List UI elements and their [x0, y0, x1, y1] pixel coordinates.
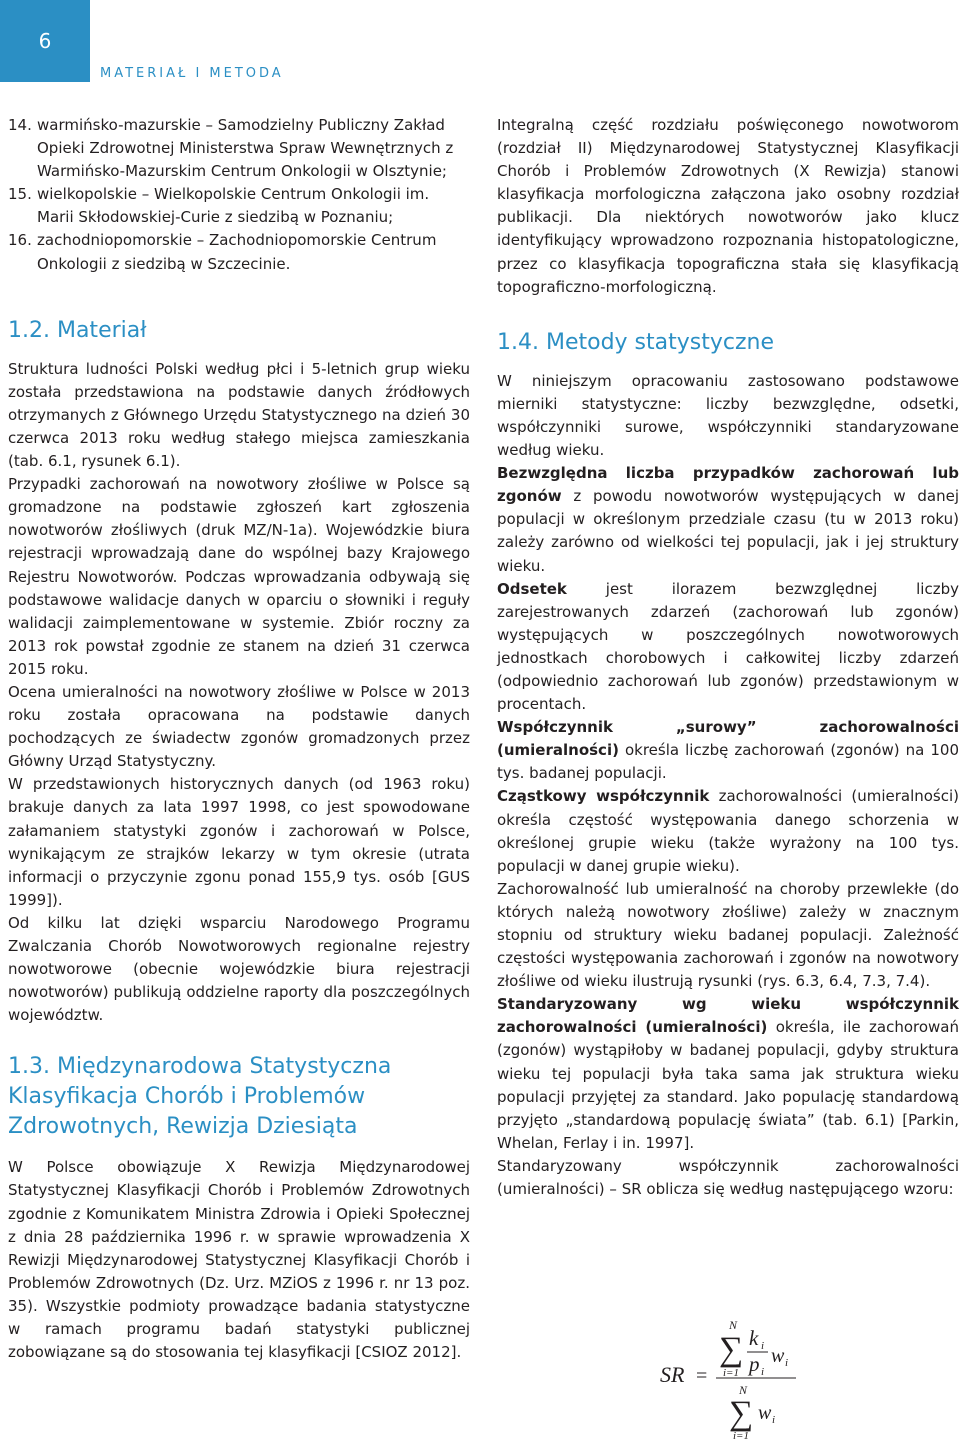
paragraph: Odsetek jest ilorazem bezwzględnej liczby zarejestrowanych zdarzeń (zachorowań lub zgonów) występujących w poszczególnych nowotworowych jednostkach chorobowych i całkowitej liczby zdarzeń (odpowiednio zachorowań lub zgonów) przedstawionym w procentach. — [497, 579, 959, 714]
formula-k-index: i — [761, 1340, 765, 1352]
paragraph: Integralną część rozdziału poświęconego nowotworom (rozdział II) Międzynarodowej Statystycznej Klasyfikacji Chorób i Problemów Zdrowotnych (X Rewizja) stanowi klasyfikacja morfologiczna załączona jako osobny rozdział publikacji. Dla niektórych nowotworów jako klucz identyfikujący wprowadzono rozpoznania histopatologiczne, przez co klasyfikacja topograficzna stała się klasyfikacją topograficzno-morfologiczną. — [497, 116, 959, 296]
list-item: 14. warmińsko-mazurskie – Samodzielny Publiczny Zakład Opieki Zdrowotnej Ministerstwa Spraw Wewnętrznych z Warmińsko-Mazurskim Centrum Onkologii w Olsztynie; — [8, 116, 454, 181]
section-heading-material: 1.2. Materiał — [8, 317, 147, 343]
sr-formula — [660, 1315, 810, 1441]
paragraph: W przedstawionych historycznych danych (od 1963 roku) brakuje danych za lata 1997 1998, co jest spowodowane załamaniem statystyki zgonów i zachorowań w Polsce, wynikającym ze strajków lekarzy w tym okresie (utrata informacji o przyczynie zgonu ponad 155,9 tys. osób [GUS 1999]). — [8, 775, 470, 909]
paragraph: Bezwzględna liczba przypadków zachorowań lub zgonów z powodu nowotworów występujących w danej populacji w określonym przedziale czasu (tu w 2013 roku) zależy zarówno od wielkości tej populacji, jak i jej struktury wieku. — [497, 464, 959, 575]
paragraph: W Polsce obowiązuje X Rewizja Międzynarodowej Statystycznej Klasyfikacji Chorób i Problemów Zdrowotnych zgodnie z Komunikatem Ministra Zdrowia i Opieki Społecznej z dnia 28 października 1996 r. w sprawie wprowadzenia X Rewizji Międzynarodowej Statystycznej Klasyfikacji Chorób i Problemów Zdrowotnych (Dz. Urz. MZiOS z 1996 r. nr 13 poz. 35). Wszystkie podmioty prowadzące badania statystyczne w ramach programu badań statystyki publicznej zobowiązane są do stosowania tej klasyfikacji [CSIOZ 2012]. — [8, 1158, 470, 1362]
formula-w: w — [758, 1402, 772, 1424]
section-heading-icd10: 1.3. Międzynarodowa Statystyczna Klasyfikacja Chorób i Problemów Zdrowotnych, Rewizja Dziesiąta — [8, 1054, 392, 1140]
formula-lower-limit: i=1 — [733, 1430, 749, 1441]
list-item: 15. wielkopolskie – Wielkopolskie Centrum Onkologii im. Marii Skłodowskiej-Curie z siedzibą w Poznaniu; — [8, 185, 430, 227]
page-number: 6 — [38, 29, 52, 53]
paragraph: Struktura ludności Polski według płci i 5-letnich grup wieku została przedstawiona na podstawie danych źródłowych otrzymanych z Głównego Urzędu Statystycznego na dzień 30 czerwca 2013 roku według stałego miejsca zamieszkania (tab. 6.1, rysunek 6.1). — [8, 359, 470, 471]
formula-w-index: i — [772, 1414, 776, 1426]
oncology-centres-list — [8, 114, 470, 276]
paragraph: Ocena umieralności na nowotwory złośliwe w Polsce w 2013 roku została opracowana na podstawie danych pochodzących ze świadectw zgonów gromadzonych przez Główny Urząd Statystyczny. — [8, 682, 470, 771]
formula-lhs: SR — [660, 1362, 685, 1387]
list-item: 16. zachodniopomorskie – Zachodniopomorskie Centrum Onkologii z siedzibą w Szczecinie. — [8, 231, 437, 273]
formula-p: p — [749, 1352, 760, 1376]
formula-sum-sign: ∑ — [729, 1395, 754, 1432]
running-title: MATERIAŁ I METODA — [100, 66, 284, 81]
left-column — [8, 114, 470, 1364]
formula-k: k — [749, 1326, 759, 1350]
paragraph: Przypadki zachorowań na nowotwory złośliwe w Polsce są gromadzone na podstawie zgłoszeń kart zgłoszenia nowotworów złośliwych (druk MZ/N-1a). Wojewódzkie biura rejestracji wprowadzają dane do wspólnej bazy Krajowego Rejestru Nowotworów. Podczas wprowadzania odbywają się podstawowe walidacje danych w oparciu o słowniki i reguły walidacji zaimplementowane w systemie. Zbiór roczny za 2013 rok powstał zgodnie ze stanem na dzień 31 czerwca 2015 roku. — [8, 475, 470, 678]
paragraph: W niniejszym opracowaniu zastosowano podstawowe mierniki statystyczne: liczby bezwzględne, odsetki, współczynniki surowe, współczynniki standaryzowane według wieku. — [497, 371, 959, 460]
formula-p-index: i — [761, 1366, 765, 1378]
formula-w: w — [771, 1345, 785, 1367]
section-heading-methods: 1.4. Metody statystyczne — [497, 329, 774, 355]
paragraph: Od kilku lat dzięki wsparciu Narodowego Programu Zwalczania Chorób Nowotworowych regionalne rejestry nowotworowe (obecnie wojewódzkie biura rejestracji nowotworów) publikują oddzielne raporty dla poszczególnych województw. — [8, 913, 470, 1025]
paragraph: Zachorowalność lub umieralność na choroby przewlekłe (do których należą nowotwory złośliwe) zależy w znacznym stopniu od struktury wieku badanej populacji. Zależność częstości występowania zachorowań i zgonów na nowotwory złośliwe od wieku ilustrują rysunki (rys. 6.3, 6.4, 7.3, 7.4). — [497, 879, 959, 991]
page-number-tab — [0, 0, 90, 82]
paragraph: Współczynnik „surowy” zachorowalności (umieralności) określa liczbę zachorowań (zgonów) na 100 tys. badanej populacji. — [497, 718, 959, 783]
formula-lower-limit: i=1 — [723, 1367, 739, 1379]
paragraph: Standaryzowany wg wieku współczynnik zachorowalności (umieralności) określa, ile zachorowań (zgonów) wystąpiłoby w badanej populacji, gdyby struktura wieku tej populacji była taka sama jak struktura wieku populacji przyjętej za standard. Jako populację standardową przyjęto „standardową populację świata” (tab. 6.1) [Parkin, Whelan, Ferlay i in. 1997]. — [497, 995, 959, 1152]
paragraph: Standaryzowany współczynnik zachorowalności (umieralności) – SR oblicza się według następującego wzoru: — [497, 1156, 959, 1199]
paragraph: Cząstkowy współczynnik zachorowalności (umieralności) określa częstość występowania danego schorzenia w określonej grupie wieku (także wyrażony na 100 tys. populacji w danej grupie wieku). — [497, 787, 960, 875]
formula-upper-limit: N — [739, 1383, 748, 1397]
right-column — [497, 114, 959, 1201]
formula-equals: = — [696, 1365, 708, 1387]
formula-sum-sign: ∑ — [719, 1331, 744, 1368]
formula-upper-limit: N — [729, 1318, 738, 1332]
formula-w-index: i — [785, 1357, 789, 1369]
